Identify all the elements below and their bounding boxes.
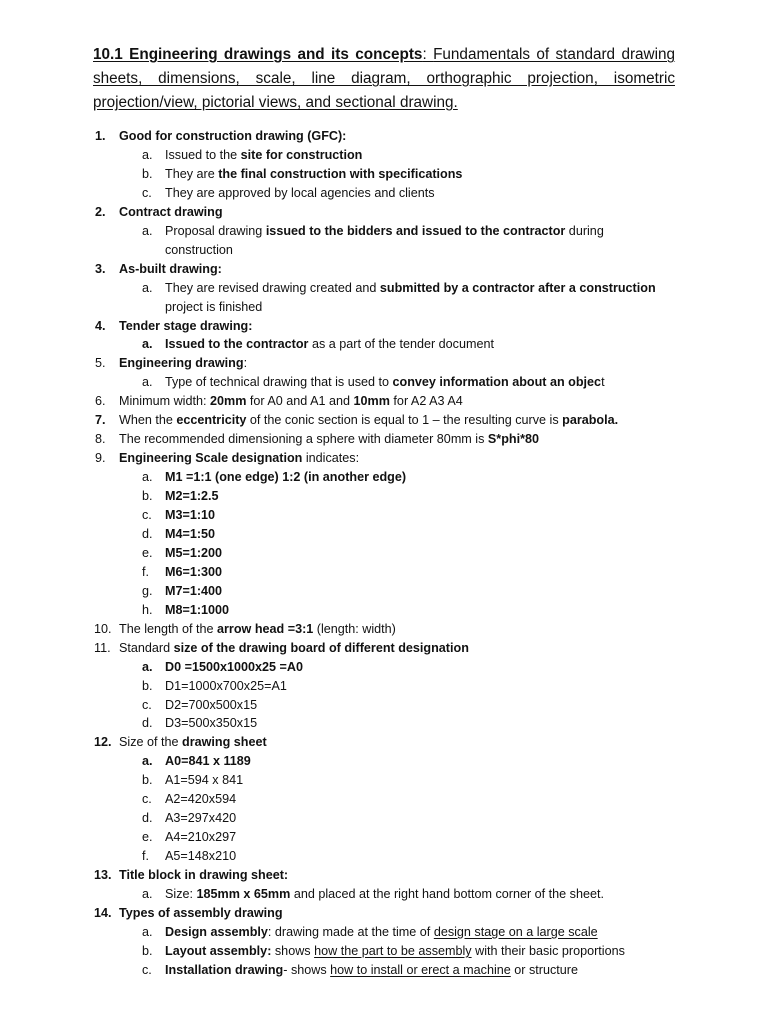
text-run: Good for construction drawing (GFC): — [119, 129, 347, 143]
text-run: Proposal drawing — [165, 223, 266, 238]
item-number: 7. — [95, 413, 106, 428]
text-run: The recommended dimensioning a sphere with diameter 80mm is — [119, 432, 488, 447]
text-run: indicates: — [302, 451, 360, 466]
item-number: 1. — [95, 129, 106, 143]
text-run: D1=1000x700x25=A1 — [165, 678, 287, 693]
text-run: M7=1:400 — [165, 583, 223, 598]
text-run: 20mm — [209, 394, 247, 409]
text-run: A4=210x297 — [165, 830, 237, 845]
item-number: 9. — [95, 451, 106, 466]
item-text — [119, 203, 223, 221]
text-run: size of the drawing board of different designation — [173, 640, 469, 655]
item-number: 6. — [95, 394, 106, 409]
text-run: parabola. — [562, 413, 619, 428]
text-run: Title block in drawing sheet: — [119, 868, 289, 882]
text-run: for A2 A3 A4 — [389, 394, 463, 409]
item-text — [119, 430, 539, 448]
sub-item-text — [165, 847, 236, 865]
item-text — [119, 127, 346, 145]
item-text — [119, 866, 288, 884]
text-run: : — [243, 356, 248, 371]
sub-item-letter: a. — [142, 924, 153, 939]
heading-title: 10.1 Engineering drawings and its concepts — [93, 46, 423, 63]
sub-item-text — [165, 468, 406, 486]
text-run: Engineering Scale designation — [119, 451, 303, 466]
text-run: M1 =1:1 (one edge) 1:2 (in another edge) — [165, 470, 407, 485]
sub-item-text — [165, 222, 604, 240]
text-run: eccentricity — [176, 413, 247, 428]
item-number: 14. — [94, 905, 112, 920]
text-run: When the — [119, 413, 177, 428]
sub-item-letter: c. — [142, 792, 152, 807]
text-run: shows — [271, 943, 315, 958]
text-run: 10mm — [353, 394, 390, 409]
sub-item-letter: c. — [142, 962, 152, 977]
text-run: Issued to the contractor — [165, 337, 309, 352]
sub-item-letter: e. — [142, 830, 153, 845]
text-run: A3=297x420 — [165, 811, 237, 826]
text-run: D2=700x500x15 — [165, 697, 258, 712]
item-text — [119, 411, 618, 429]
sub-item-text — [165, 677, 287, 695]
sub-item-text — [165, 279, 656, 297]
item-text — [119, 733, 267, 751]
text-run: Design assembly — [165, 924, 268, 939]
text-run: A1=594 x 841 — [165, 773, 244, 788]
sub-item-text — [165, 809, 236, 827]
text-run: - shows — [283, 962, 331, 977]
sub-item-text — [165, 146, 362, 164]
sub-item-text — [165, 563, 222, 581]
sub-item-letter: c. — [142, 697, 152, 712]
sub-item-letter: a. — [142, 223, 153, 238]
sub-item-letter: b. — [142, 773, 153, 788]
text-run: site for construction — [240, 147, 363, 162]
sub-item-letter: a. — [142, 470, 153, 485]
sub-item-letter: a. — [142, 659, 153, 674]
sub-item-text — [165, 373, 605, 391]
text-run: Types of assembly drawing — [119, 905, 283, 920]
sub-item-letter: c. — [142, 508, 152, 522]
text-run: how to install or erect a machine — [330, 962, 511, 977]
text-run: drawing sheet — [182, 735, 267, 750]
sub-item-letter: b. — [142, 678, 153, 693]
text-run: with their basic proportions — [471, 943, 625, 958]
item-number: 12. — [94, 735, 112, 750]
sub-item-text — [165, 714, 257, 732]
sub-item-text — [165, 506, 215, 524]
text-run: design stage on a large scale — [433, 924, 598, 939]
sub-item-text — [165, 658, 303, 676]
text-run: issued to the bidders and issued to the contractor — [265, 223, 566, 238]
text-run: Issued to the — [165, 147, 241, 162]
item-number: 13. — [94, 868, 112, 882]
sub-item-letter: g. — [142, 583, 153, 598]
item-number: 8. — [95, 432, 106, 447]
text-run: M6=1:300 — [165, 564, 223, 579]
sub-item-text — [165, 828, 236, 846]
sub-item-text — [165, 942, 625, 960]
text-run: The length of the — [119, 621, 218, 636]
item-number: 10. — [94, 621, 112, 636]
text-run: M3=1:10 — [165, 508, 216, 522]
sub-item-letter: a. — [142, 375, 153, 390]
sub-item-text — [165, 923, 598, 941]
text-run: As-built drawing: — [119, 261, 222, 276]
sub-item-text — [165, 696, 257, 714]
item-number: 4. — [95, 318, 106, 333]
text-run: submitted by a contractor after a construction — [379, 280, 656, 295]
text-run: of the conic section is equal to 1 – the resulting curve is — [246, 413, 563, 428]
sub-item-letter: h. — [142, 602, 153, 617]
item-text — [119, 354, 247, 372]
item-number: 2. — [95, 204, 106, 219]
item-text — [119, 317, 252, 335]
text-run: They are approved by local agencies and clients — [165, 185, 435, 200]
text-run: Installation drawing — [165, 962, 284, 977]
text-run: They are revised drawing created and — [165, 280, 380, 295]
sub-item-text — [165, 487, 219, 505]
text-run: They are — [165, 166, 219, 181]
item-text — [119, 620, 396, 638]
text-run: Size of the — [119, 735, 183, 750]
sub-item-text — [165, 184, 435, 202]
item-text — [119, 904, 283, 922]
text-run: 185mm x 65mm — [196, 887, 291, 901]
text-run: convey information about an objec — [392, 375, 602, 390]
text-run: M8=1:1000 — [165, 602, 230, 617]
item-text — [119, 260, 222, 278]
heading-subtitle: Fundamentals of standard drawing sheets, dimensions, scale, line diagram, orthographic projection, isometric projection/view, pictorial views, and sectional drawing. — [93, 46, 676, 111]
sub-item-text: construction — [165, 242, 233, 257]
text-run: Size: — [165, 887, 197, 901]
sub-item-letter: d. — [142, 527, 153, 541]
sub-item-text — [165, 790, 236, 808]
sub-item-text — [165, 601, 229, 619]
text-run: Engineering drawing — [119, 356, 244, 371]
sub-item-letter: d. — [142, 716, 153, 731]
sub-item-letter: a. — [142, 147, 153, 162]
text-run: (length: width) — [313, 621, 396, 636]
text-run: t — [601, 375, 605, 390]
sub-item-letter: f. — [142, 564, 149, 579]
sub-item-letter: e. — [142, 545, 153, 560]
sub-item-letter: b. — [142, 489, 153, 504]
sub-item-letter: a. — [142, 754, 153, 769]
text-run: A5=148x210 — [165, 849, 237, 864]
text-run: : drawing made at the time of — [267, 924, 434, 939]
text-run: for A0 and A1 and — [246, 394, 354, 409]
sub-item-letter: a. — [142, 887, 153, 901]
sub-item-letter: a. — [142, 337, 153, 352]
text-run: D0 =1500x1000x25 =A0 — [165, 659, 303, 674]
text-run: and placed at the right hand bottom corner of the sheet. — [290, 887, 604, 901]
text-run: during — [565, 223, 604, 238]
sub-item-text — [165, 525, 215, 543]
sub-item-letter: a. — [142, 280, 153, 295]
sub-item-text — [165, 582, 222, 600]
text-run: Contract drawing — [119, 204, 223, 219]
text-run: how the part to be assembly — [314, 943, 472, 958]
text-run: Standard — [119, 640, 174, 655]
sub-item-letter: f. — [142, 849, 149, 864]
text-run: A0=841 x 1189 — [165, 754, 251, 769]
sub-item-letter: b. — [142, 166, 153, 181]
text-run: Type of technical drawing that is used to — [165, 375, 393, 390]
sub-item-text — [165, 335, 494, 353]
text-run: M5=1:200 — [165, 545, 223, 560]
text-run: M2=1:2.5 — [165, 489, 219, 504]
text-run: Tender stage drawing: — [119, 318, 253, 333]
sub-item-text — [165, 752, 251, 770]
text-run: S*phi*80 — [487, 432, 539, 447]
sub-item-text — [165, 544, 222, 562]
text-run: or structure — [510, 962, 578, 977]
item-number: 11. — [94, 640, 111, 655]
item-number: 5. — [95, 356, 106, 371]
text-run: M4=1:50 — [165, 527, 216, 541]
item-text — [119, 639, 469, 657]
item-text — [119, 449, 359, 467]
section-heading: 10.1 Engineering drawings and its concepts: Fundamentals of standard drawing sheets, dimensions, scale, line diagram, orthographic projection, isometric projection/view, pictorial views, and sectional drawing. — [93, 46, 676, 111]
sub-item-text: project is finished — [165, 299, 263, 314]
sub-item-letter: b. — [142, 943, 153, 958]
item-text — [119, 392, 463, 410]
text-run: the final construction with specifications — [218, 166, 463, 181]
sub-item-text — [165, 165, 462, 183]
text-run: Minimum width: — [119, 394, 210, 409]
item-number: 3. — [95, 261, 106, 276]
text-run: D3=500x350x15 — [165, 716, 258, 731]
sub-item-letter: d. — [142, 811, 153, 826]
text-run: A2=420x594 — [165, 792, 237, 807]
text-run: as a part of the tender document — [308, 337, 494, 352]
text-run: Layout assembly: — [165, 943, 272, 958]
sub-item-letter: c. — [142, 185, 152, 200]
sub-item-text — [165, 885, 604, 903]
sub-item-text — [165, 771, 243, 789]
text-run: arrow head =3:1 — [217, 621, 314, 636]
sub-item-text — [165, 961, 578, 979]
